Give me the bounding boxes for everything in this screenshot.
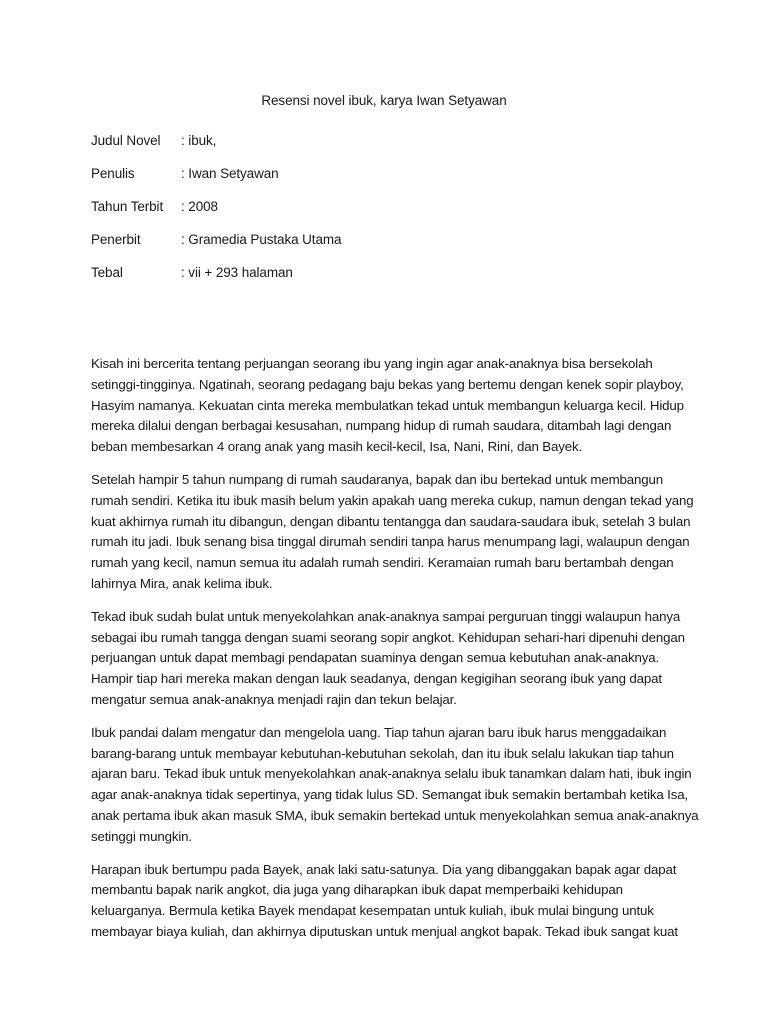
text-line: Ibuk pandai dalam mengatur dan mengelola uang. Tiap tahun ajaran baru ibuk harus menggadaikan (91, 724, 667, 740)
text-line: anak pertama ibuk akan masuk SMA, ibuk semakin bertekad untuk menyekolahkan semua anak-anaknya (91, 807, 699, 823)
text-line: Setelah hampir 5 tahun numpang di rumah saudaranya, bapak dan ibu bertekad untuk membangun (91, 471, 663, 487)
detail-value: : Iwan Setyawan (181, 166, 279, 181)
text-line: ajaran baru. Tekad ibuk untuk menyekolahkan anak-anaknya selalu ibuk tanamkan dalam hati, ibuk ingin (91, 766, 692, 782)
detail-row-author (91, 157, 341, 190)
detail-label: Judul Novel (91, 133, 161, 148)
detail-value: : Gramedia Pustaka Utama (181, 232, 342, 247)
detail-value: : ibuk, (181, 133, 217, 148)
text-line: rumah sendiri. Ketika itu ibuk masih belum yakin apakah uang mereka cukup, namun dengan tekad yang (91, 492, 694, 508)
review-body (91, 354, 699, 955)
text-line: Kisah ini bercerita tentang perjuangan seorang ibu yang ingin agar anak-anaknya bisa bersekolah (91, 356, 653, 371)
text-line: barang-barang untuk membayar kebutuhan-kebutuhan sekolah, dan itu ibuk selalu lakukan tiap tahun (91, 745, 674, 761)
text-line: sebagai ibu rumah tangga dengan suami seorang sopir angkot. Kehidupan sehari-hari dipenuhi dengan (91, 629, 685, 645)
text-line: lahirnya Mira, anak kelima ibuk. (91, 575, 273, 591)
paragraph-2 (91, 470, 694, 595)
detail-value: : vii + 293 halaman (181, 265, 293, 280)
text-line: Hampir tiap hari mereka makan dengan lauk seadanya, dengan kegigihan seorang ibuk yang dapat (91, 671, 662, 687)
detail-row-pages (91, 256, 341, 289)
page-title: Resensi novel ibuk, karya Iwan Setyawan (261, 93, 507, 108)
detail-label: Penerbit (91, 232, 141, 247)
paragraph-4 (91, 723, 699, 848)
text-line: setinggi mungkin. (91, 828, 192, 844)
text-line: mereka dilalui dengan berbagai kesusahan, numpang hidup di rumah saudara, ditambah lagi dengan (91, 418, 672, 434)
text-line: perjuangan untuk dapat membagi pendapatan suaminya dengan semua kebutuhan anak-anaknya. (91, 650, 660, 666)
text-line: Harapan ibuk bertumpu pada Bayek, anak laki satu-satunya. Dia yang dibanggakan bapak agar dapat (91, 861, 677, 877)
text-line: rumah yang kecil, namun semua itu adalah rumah sendiri. Keramaian rumah baru bertambah dengan (91, 555, 674, 571)
text-line: rumah itu jadi. Ibuk senang bisa tinggal dirumah sendiri tanpa harus menumpang lagi, walaupun dengan (91, 534, 690, 550)
detail-label: Tebal (91, 265, 123, 280)
paragraph-3 (91, 607, 691, 711)
paragraph-1 (91, 354, 691, 458)
text-line: Tekad ibuk sudah bulat untuk menyekolahkan anak-anaknya sampai perguruan tinggi walaupun hanya (91, 608, 681, 624)
detail-label: Tahun Terbit (91, 199, 164, 214)
detail-row-publisher (91, 223, 341, 256)
text-line: membayar biaya kuliah, dan akhirnya diputuskan untuk menjual angkot bapak. Tekad ibuk sangat kuat (91, 923, 678, 939)
detail-row-year (91, 190, 341, 223)
detail-row-title (91, 124, 341, 157)
text-line: setinggi-tingginya. Ngatinah, seorang pedagang baju bekas yang bertemu dengan kenek sopir playboy, (91, 376, 684, 392)
text-line: beban membesarkan 4 orang anak yang masih kecil-kecil, Isa, Nani, Rini, dan Bayek. (91, 439, 583, 455)
book-details (91, 124, 341, 289)
detail-label: Penulis (91, 166, 135, 181)
text-line: mengatur semua anak-anaknya menjadi rajin dan tekun belajar. (91, 691, 457, 707)
text-line: keluarganya. Bermula ketika Bayek mendapat kesempatan untuk kuliah, ibuk mulai bingung untuk (91, 903, 654, 919)
text-line: agar anak-anaknya tidak sepertinya, yang tidak lulus SD. Semangat ibuk semakin bertambah ketika Isa, (91, 787, 688, 803)
text-line: membantu bapak narik angkot, dia juga yang diharapkan ibuk dapat memperbaiki kehidupan (91, 882, 623, 898)
detail-value: : 2008 (181, 199, 218, 214)
text-line: kuat akhirnya rumah itu dibangun, dengan dibantu tentangga dan saudara-saudara ibuk, setelah 3 bulan (91, 513, 691, 529)
paragraph-5 (91, 860, 691, 943)
text-line: Hasyim namanya. Kekuatan cinta mereka membulatkan tekad untuk membangun keluarga kecil. Hidup (91, 397, 684, 413)
